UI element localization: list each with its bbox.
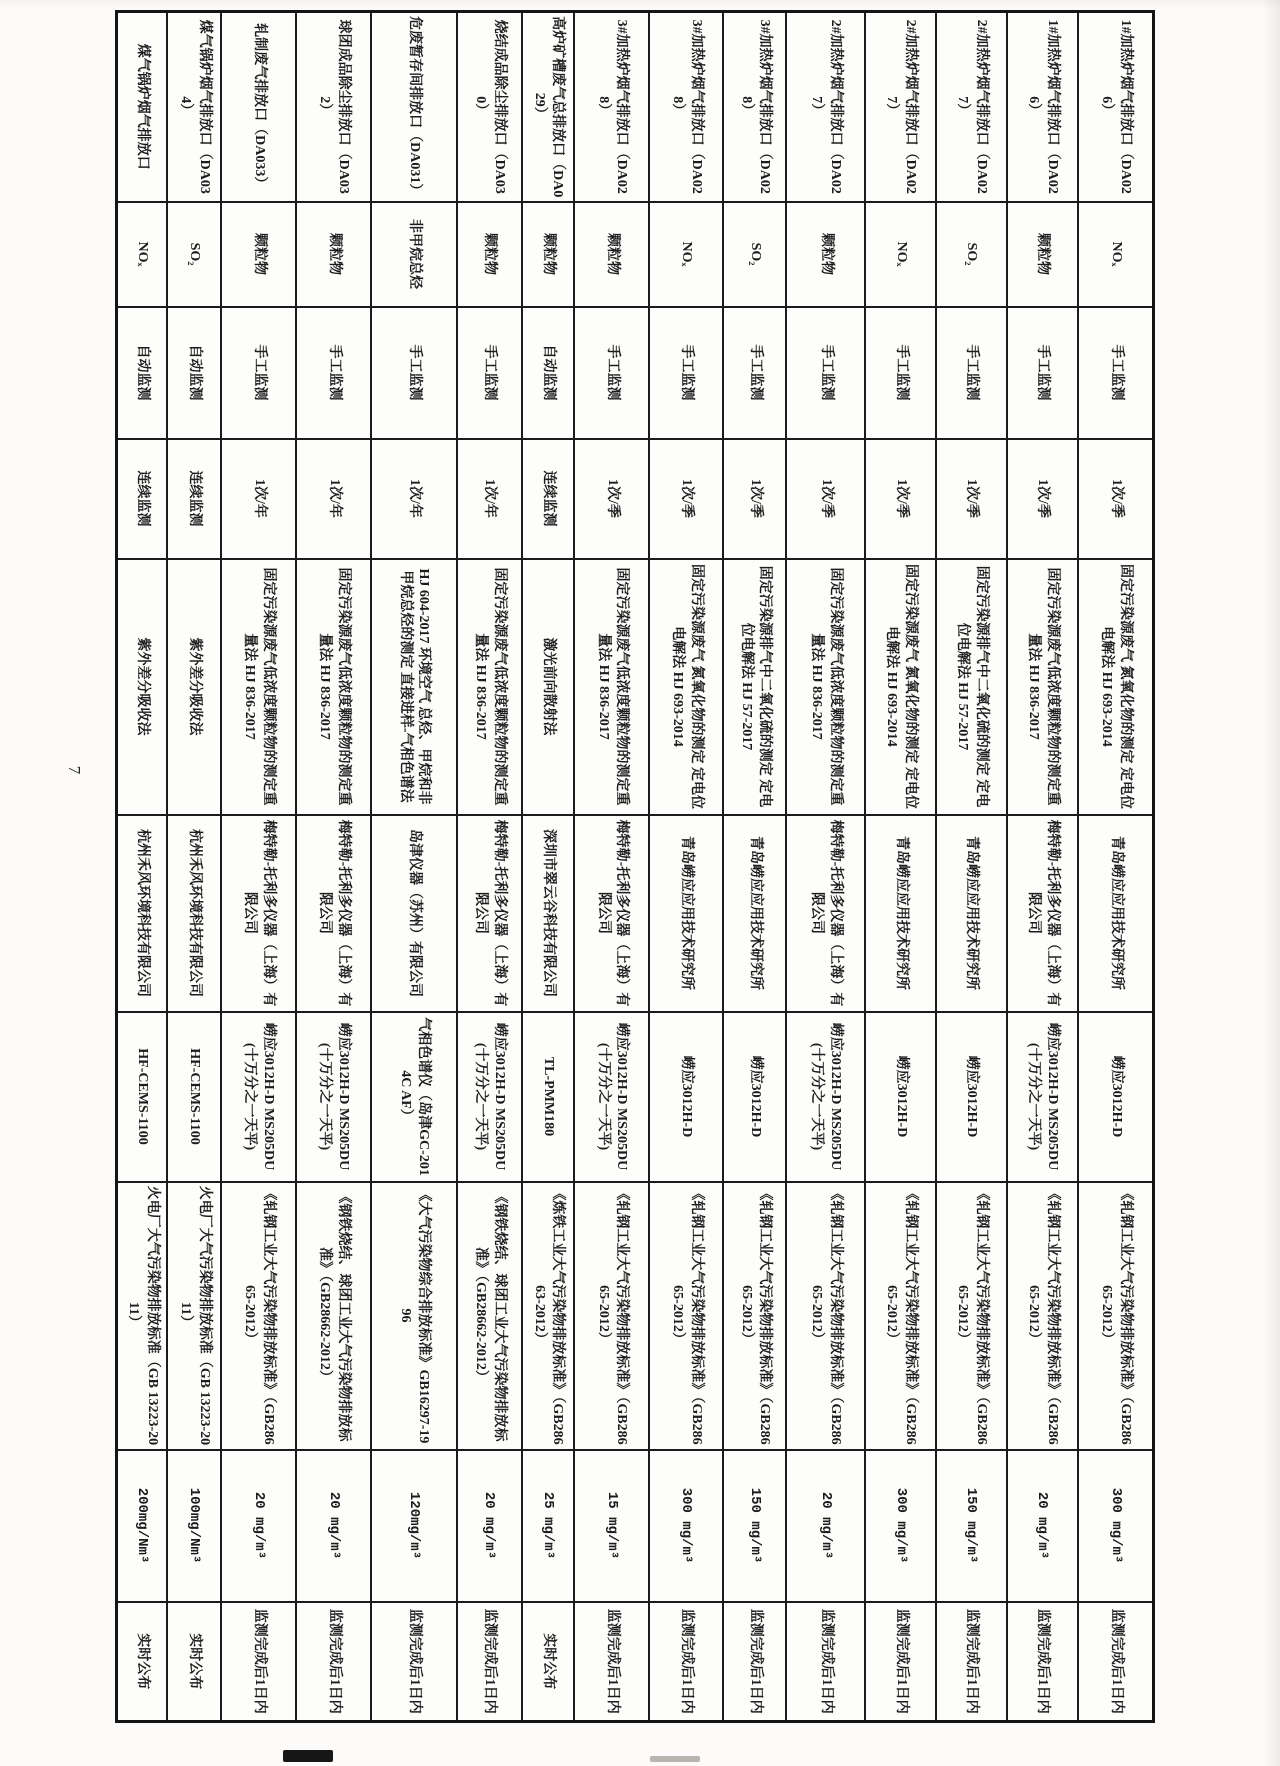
cell-standard: 《轧钢工业大气污染物排放标准》（GB28665-2012） [221, 1182, 296, 1450]
table-row [649, 12, 723, 1722]
cell-manufacturer: 杭州禾风环境科技有限公司 [117, 815, 168, 1012]
cell-manufacturer: 梅特勒-托利多仪器（上海）有限公司 [574, 815, 649, 1012]
cell-pollutant: 颗粒物 [221, 202, 296, 307]
cell-standard: 《轧钢工业大气污染物排放标准》（GB28665-2012） [1078, 1182, 1154, 1450]
table-row [167, 12, 221, 1722]
cell-manufacturer: 青岛崂应应用技术研究所 [723, 815, 786, 1012]
cell-publication: 监测完成后1日内 [574, 1602, 649, 1722]
cell-manufacturer: 梅特勒-托利多仪器（上海）有限公司 [221, 815, 296, 1012]
cell-pollutant: 颗粒物 [574, 202, 649, 307]
cell-outlet: 3#加热炉烟气排放口（DA028） [574, 12, 649, 202]
cell-publication: 监测完成后1日内 [649, 1602, 723, 1722]
cell-frequency: 1次/季 [936, 439, 1007, 559]
cell-mode: 手工监测 [221, 307, 296, 439]
cell-pollutant: SO₂ [167, 202, 221, 307]
table-row [936, 12, 1007, 1722]
cell-method: HJ 604-2017 环境空气 总烃、甲烷和非甲烷总烃的测定 直接进样-气相色谱法 [371, 559, 457, 815]
cell-limit: 25 mg/m³ [522, 1450, 575, 1602]
table-row [117, 12, 168, 1722]
cell-publication: 监测完成后1日内 [786, 1602, 865, 1722]
cell-limit: 120mg/m³ [371, 1450, 457, 1602]
cell-standard: 《轧钢工业大气污染物排放标准》（GB28665-2012） [723, 1182, 786, 1450]
cell-standard: 《轧钢工业大气污染物排放标准》（GB28665-2012） [1007, 1182, 1078, 1450]
table-row [457, 12, 522, 1722]
cell-standard: 火电厂大气污染物排放标准（GB 13223-2011） [167, 1182, 221, 1450]
cell-mode: 手工监测 [649, 307, 723, 439]
cell-publication: 监测完成后1日内 [371, 1602, 457, 1722]
cell-model: TL-PMM180 [522, 1012, 575, 1182]
cell-pollutant: 颗粒物 [457, 202, 522, 307]
cell-model: HF-CEMS-1100 [117, 1012, 168, 1182]
cell-model: 崂应3012H-D [936, 1012, 1007, 1182]
cell-standard: 火电厂大气污染物排放标准（GB 13223-2011） [117, 1182, 168, 1450]
cell-manufacturer: 青岛崂应应用技术研究所 [936, 815, 1007, 1012]
cell-standard: 《轧钢工业大气污染物排放标准》（GB28665-2012） [865, 1182, 936, 1450]
cell-limit: 20 mg/m³ [1007, 1450, 1078, 1602]
cell-frequency: 1次/季 [723, 439, 786, 559]
table-row [1078, 12, 1154, 1722]
cell-standard: 《钢铁烧结、球团工业大气污染物排放标准》（GB28662-2012） [296, 1182, 371, 1450]
cell-method: 固定污染源废气低浓度颗粒物的测定重量法 HJ 836-2017 [457, 559, 522, 815]
cell-model: 气相色谱仪（岛津GC-2014C AF） [371, 1012, 457, 1182]
cell-pollutant: SO₂ [936, 202, 1007, 307]
cell-mode: 手工监测 [371, 307, 457, 439]
cell-model: 崂应3012H-D MS205DU(十万分之一天平) [221, 1012, 296, 1182]
cell-frequency: 连续监测 [117, 439, 168, 559]
cell-mode: 自动监测 [522, 307, 575, 439]
cell-standard: 《轧钢工业大气污染物排放标准》（GB28665-2012） [936, 1182, 1007, 1450]
table-row [865, 12, 936, 1722]
cell-pollutant: NOₓ [117, 202, 168, 307]
cell-outlet: 1#加热炉烟气排放口（DA026） [1078, 12, 1154, 202]
cell-method: 固定污染源废气 氮氧化物的测定 定电位电解法 HJ 693-2014 [649, 559, 723, 815]
cell-pollutant: NOₓ [649, 202, 723, 307]
cell-publication: 监测完成后1日内 [1078, 1602, 1154, 1722]
cell-mode: 手工监测 [574, 307, 649, 439]
cell-pollutant: 颗粒物 [786, 202, 865, 307]
cell-pollutant: NOₓ [1078, 202, 1154, 307]
cell-limit: 100mg/Nm³ [167, 1450, 221, 1602]
cell-frequency: 1次/季 [786, 439, 865, 559]
cell-manufacturer: 梅特勒-托利多仪器（上海）有限公司 [1007, 815, 1078, 1012]
cell-model: 崂应3012H-D MS205DU(十万分之一天平) [296, 1012, 371, 1182]
cell-model: 崂应3012H-D [649, 1012, 723, 1182]
cell-pollutant: 颗粒物 [1007, 202, 1078, 307]
cell-mode: 手工监测 [865, 307, 936, 439]
cell-frequency: 1次/年 [457, 439, 522, 559]
cell-outlet: 1#加热炉烟气排放口（DA026） [1007, 12, 1078, 202]
cell-mode: 手工监测 [457, 307, 522, 439]
cell-model: 崂应3012H-D MS205DU(十万分之一天平) [574, 1012, 649, 1182]
cell-method: 紫外差分吸收法 [167, 559, 221, 815]
table-row [371, 12, 457, 1722]
cell-publication: 实时公布 [167, 1602, 221, 1722]
cell-outlet: 轧制废气排放口（DA033） [221, 12, 296, 202]
cell-mode: 自动监测 [117, 307, 168, 439]
scan-artifact [650, 1756, 700, 1762]
table-row [221, 12, 296, 1722]
cell-frequency: 1次/年 [296, 439, 371, 559]
cell-publication: 实时公布 [522, 1602, 575, 1722]
cell-manufacturer: 岛津仪器（苏州）有限公司 [371, 815, 457, 1012]
cell-limit: 300 mg/m³ [1078, 1450, 1154, 1602]
cell-method: 固定污染源废气 氮氧化物的测定 定电位电解法 HJ 693-2014 [1078, 559, 1154, 815]
cell-standard: 《轧钢工业大气污染物排放标准》（GB28665-2012） [574, 1182, 649, 1450]
cell-method: 固定污染源废气低浓度颗粒物的测定重量法 HJ 836-2017 [574, 559, 649, 815]
cell-outlet: 煤气锅炉烟气排放口 [117, 12, 168, 202]
cell-limit: 20 mg/m³ [457, 1450, 522, 1602]
cell-mode: 手工监测 [723, 307, 786, 439]
cell-frequency: 1次/季 [1078, 439, 1154, 559]
cell-method: 固定污染源排气中二氧化硫的测定 定电位电解法 HJ 57-2017 [723, 559, 786, 815]
cell-pollutant: NOₓ [865, 202, 936, 307]
cell-manufacturer: 梅特勒-托利多仪器（上海）有限公司 [457, 815, 522, 1012]
cell-limit: 200mg/Nm³ [117, 1450, 168, 1602]
cell-limit: 150 mg/m³ [723, 1450, 786, 1602]
cell-method: 固定污染源废气低浓度颗粒物的测定重量法 HJ 836-2017 [786, 559, 865, 815]
cell-mode: 手工监测 [296, 307, 371, 439]
cell-publication: 监测完成后1日内 [936, 1602, 1007, 1722]
cell-method: 固定污染源废气低浓度颗粒物的测定重量法 HJ 836-2017 [1007, 559, 1078, 815]
cell-method: 固定污染源排气中二氧化硫的测定 定电位电解法 HJ 57-2017 [936, 559, 1007, 815]
cell-outlet: 高炉矿槽废气总排放口（DA029） [522, 12, 575, 202]
cell-model: 崂应3012H-D [1078, 1012, 1154, 1182]
cell-manufacturer: 梅特勒-托利多仪器（上海）有限公司 [786, 815, 865, 1012]
cell-pollutant: SO₂ [723, 202, 786, 307]
cell-outlet: 煤气锅炉烟气排放口（DA034） [167, 12, 221, 202]
cell-manufacturer: 青岛崂应应用技术研究所 [1078, 815, 1154, 1012]
cell-model: 崂应3012H-D [865, 1012, 936, 1182]
cell-method: 固定污染源废气低浓度颗粒物的测定重量法 HJ 836-2017 [221, 559, 296, 815]
cell-manufacturer: 杭州禾风环境科技有限公司 [167, 815, 221, 1012]
monitoring-table [115, 10, 1155, 1723]
cell-model: HF-CEMS-1100 [167, 1012, 221, 1182]
cell-publication: 监测完成后1日内 [296, 1602, 371, 1722]
cell-limit: 20 mg/m³ [296, 1450, 371, 1602]
cell-pollutant: 非甲烷总烃 [371, 202, 457, 307]
table-row [723, 12, 786, 1722]
cell-frequency: 连续监测 [522, 439, 575, 559]
cell-mode: 手工监测 [936, 307, 1007, 439]
cell-outlet: 3#加热炉烟气排放口（DA028） [649, 12, 723, 202]
table-row [574, 12, 649, 1722]
cell-frequency: 1次/季 [865, 439, 936, 559]
cell-method: 紫外差分吸收法 [117, 559, 168, 815]
cell-outlet: 2#加热炉烟气排放口（DA027） [786, 12, 865, 202]
page-number: 7 [65, 765, 84, 775]
cell-publication: 监测完成后1日内 [723, 1602, 786, 1722]
cell-outlet: 3#加热炉烟气排放口（DA028） [723, 12, 786, 202]
cell-manufacturer: 青岛崂应应用技术研究所 [649, 815, 723, 1012]
cell-pollutant: 颗粒物 [522, 202, 575, 307]
cell-outlet: 危废暂存间排放口（DA031） [371, 12, 457, 202]
cell-outlet: 烧结成品除尘排放口（DA030） [457, 12, 522, 202]
cell-limit: 20 mg/m³ [786, 1450, 865, 1602]
cell-limit: 150 mg/m³ [936, 1450, 1007, 1602]
cell-standard: 《钢铁烧结、球团工业大气污染物排放标准》（GB28662-2012） [457, 1182, 522, 1450]
cell-manufacturer: 青岛崂应应用技术研究所 [865, 815, 936, 1012]
cell-mode: 手工监测 [1007, 307, 1078, 439]
cell-model: 崂应3012H-D MS205DU(十万分之一天平) [786, 1012, 865, 1182]
cell-standard: 《大气污染物综合排放标准》GB16297-1996 [371, 1182, 457, 1450]
cell-outlet: 2#加热炉烟气排放口（DA027） [936, 12, 1007, 202]
cell-frequency: 1次/季 [649, 439, 723, 559]
table-row [522, 12, 575, 1722]
cell-model: 崂应3012H-D [723, 1012, 786, 1182]
cell-limit: 15 mg/m³ [574, 1450, 649, 1602]
cell-outlet: 2#加热炉烟气排放口（DA027） [865, 12, 936, 202]
cell-outlet: 球团成品除尘排放口（DA032） [296, 12, 371, 202]
cell-frequency: 1次/年 [371, 439, 457, 559]
cell-publication: 实时公布 [117, 1602, 168, 1722]
cell-standard: 《炼铁工业大气污染物排放标准》（GB28663-2012） [522, 1182, 575, 1450]
cell-limit: 300 mg/m³ [865, 1450, 936, 1602]
cell-method: 激光前向散射法 [522, 559, 575, 815]
table-row [786, 12, 865, 1722]
cell-frequency: 1次/年 [221, 439, 296, 559]
cell-standard: 《轧钢工业大气污染物排放标准》（GB28665-2012） [786, 1182, 865, 1450]
cell-manufacturer: 梅特勒-托利多仪器（上海）有限公司 [296, 815, 371, 1012]
cell-limit: 300 mg/m³ [649, 1450, 723, 1602]
cell-publication: 监测完成后1日内 [457, 1602, 522, 1722]
cell-publication: 监测完成后1日内 [1007, 1602, 1078, 1722]
cell-method: 固定污染源废气 氮氧化物的测定 定电位电解法 HJ 693-2014 [865, 559, 936, 815]
cell-mode: 自动监测 [167, 307, 221, 439]
table-row [1007, 12, 1078, 1722]
cell-model: 崂应3012H-D MS205DU(十万分之一天平) [1007, 1012, 1078, 1182]
cell-frequency: 1次/季 [574, 439, 649, 559]
scan-artifact [283, 1750, 333, 1762]
cell-mode: 手工监测 [786, 307, 865, 439]
cell-frequency: 连续监测 [167, 439, 221, 559]
cell-mode: 手工监测 [1078, 307, 1154, 439]
table-row [296, 12, 371, 1722]
cell-frequency: 1次/季 [1007, 439, 1078, 559]
cell-publication: 监测完成后1日内 [221, 1602, 296, 1722]
cell-publication: 监测完成后1日内 [865, 1602, 936, 1722]
cell-pollutant: 颗粒物 [296, 202, 371, 307]
cell-limit: 20 mg/m³ [221, 1450, 296, 1602]
cell-model: 崂应3012H-D MS205DU(十万分之一天平) [457, 1012, 522, 1182]
cell-standard: 《轧钢工业大气污染物排放标准》（GB28665-2012） [649, 1182, 723, 1450]
cell-method: 固定污染源废气低浓度颗粒物的测定重量法 HJ 836-2017 [296, 559, 371, 815]
cell-manufacturer: 深圳市翠云谷科技有限公司 [522, 815, 575, 1012]
